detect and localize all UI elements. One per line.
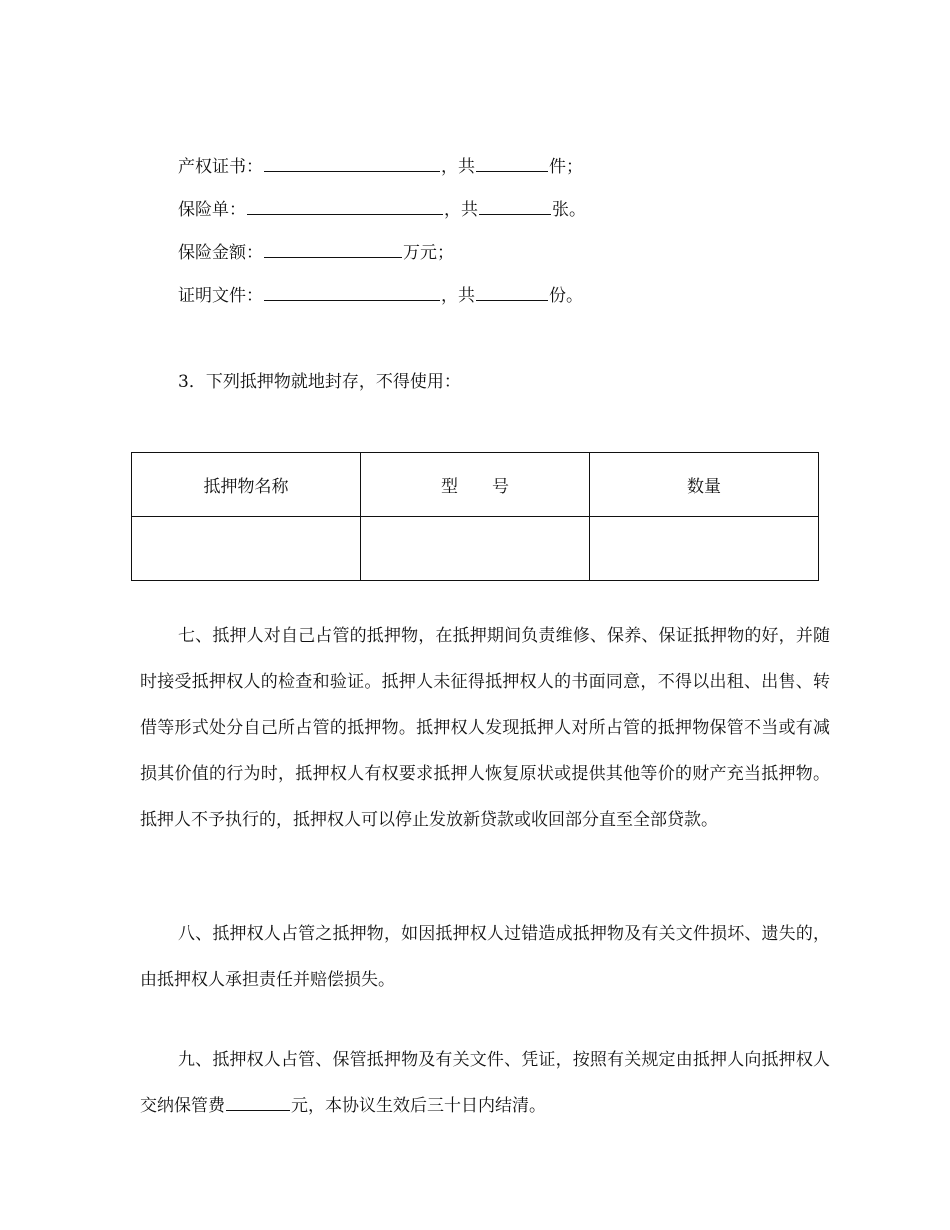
table-header: 数量 (590, 453, 819, 517)
table-cell[interactable] (590, 517, 819, 581)
clause-9 (140, 1037, 830, 1129)
blank-input[interactable] (476, 154, 548, 172)
field-unit: 份。 (549, 286, 583, 306)
fee-blank-input[interactable] (226, 1093, 290, 1111)
clause-8 (140, 911, 830, 1003)
field-label: 产权证书： (178, 157, 263, 177)
blank-input[interactable] (264, 240, 402, 258)
clause-9-text (140, 1037, 830, 1129)
field-insurance-amount (178, 240, 454, 264)
table-header: 型 号 (361, 453, 590, 517)
field-unit: 张。 (552, 200, 586, 220)
blank-input[interactable] (479, 197, 551, 215)
field-label: 保险单： (178, 200, 246, 220)
field-unit: 万元； (403, 243, 454, 263)
clause-3-heading: 3．下列抵押物就地封存，不得使用： (178, 372, 461, 392)
field-unit: 件； (549, 157, 583, 177)
field-label: 保险金额： (178, 243, 263, 263)
clause-8-text: 八、抵押权人占管之抵押物，如因抵押权人过错造成抵押物及有关文件损坏、遗失的，由抵押权人承担责任并赔偿损失。 (140, 924, 830, 990)
table-row (132, 517, 819, 581)
table-header-row (132, 453, 819, 517)
blank-input[interactable] (264, 283, 440, 301)
field-separator: ，共 (441, 157, 475, 177)
field-separator: ，共 (441, 286, 475, 306)
blank-input[interactable] (476, 283, 548, 301)
clause-7 (140, 613, 830, 843)
clause-9-before: 九、抵押权人占管、保管抵押物及有关文件、凭证，按照有关规定由抵押人向抵押权人交纳保管费 (140, 1050, 830, 1116)
table-cell[interactable] (361, 517, 590, 581)
field-supporting-documents (178, 283, 583, 307)
field-insurance-policy (178, 197, 586, 221)
collateral-table (131, 452, 819, 581)
table-header: 抵押物名称 (132, 453, 361, 517)
field-separator: ，共 (444, 200, 478, 220)
clause-9-after: 元，本协议生效后三十日内结清。 (291, 1096, 546, 1116)
table-cell[interactable] (132, 517, 361, 581)
field-label: 证明文件： (178, 286, 263, 306)
blank-input[interactable] (264, 154, 440, 172)
blank-input[interactable] (247, 197, 443, 215)
clause-7-text: 七、抵押人对自己占管的抵押物，在抵押期间负责维修、保养、保证抵押物的好，并随时接受抵押权人的检查和验证。抵押人未征得抵押权人的书面同意，不得以出租、出售、转借等形式处分自己所占管的抵押物。抵押权人发现抵押人对所占管的抵押物保管不当或有减损其价值的行为时，抵押权人有权要求抵押人恢复原状或提供其他等价的财产充当抵押物。抵押人不予执行的，抵押权人可以停止发放新贷款或收回部分直至全部贷款。 (140, 626, 830, 830)
field-property-certificate (178, 154, 583, 178)
